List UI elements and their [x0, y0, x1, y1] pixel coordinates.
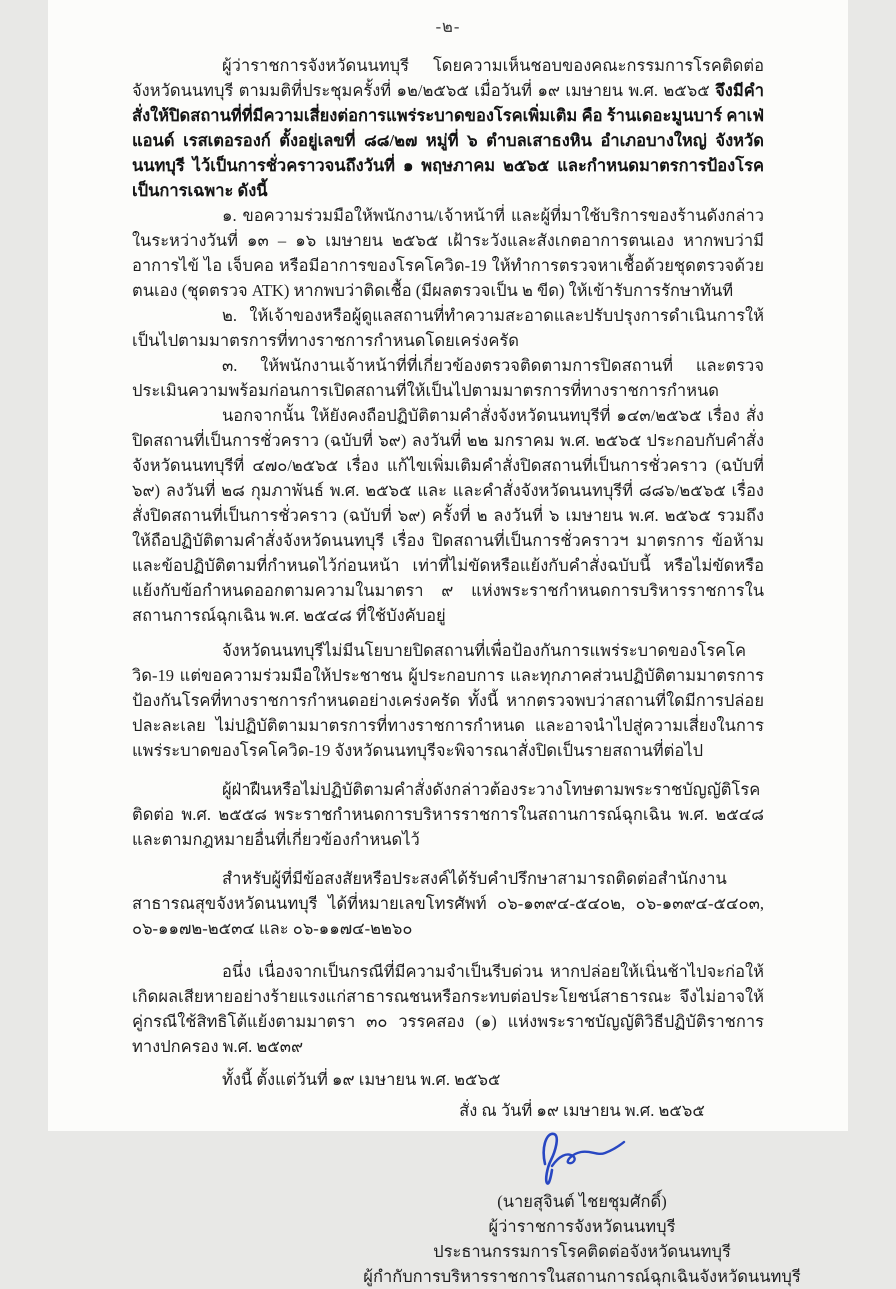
paragraph-item-3: ๓. ให้พนักงานเจ้าหน้าที่ที่เกี่ยวข้องตรวจติดตามการปิดสถานที่ และตรวจประเมินความพร้อมก่อนการเปิดสถานที่ให้เป็นไปตามมาตรการที่ทางราชการกำหนด — [132, 356, 764, 400]
signature-area — [252, 1125, 896, 1189]
signature-block — [252, 1098, 896, 1289]
paragraph-intro — [132, 53, 764, 203]
page-number: -๒- — [435, 17, 461, 36]
document-page — [48, 0, 848, 1286]
signer-title-committee-chair: ประธานกรรมการโรคติดต่อจังหวัดนนทบุรี — [433, 1242, 731, 1261]
intro-bold-text: จึงมีคำสั่งให้ปิดสถานที่ที่มีความเสี่ยงต่อการแพร่ระบาดของโรคเพิ่มเติม คือ ร้านเดอะมูนบาร์ คาเฟ่ แอนด์ เรสเตอรองก์ ตั้งอยู่เลขที่ ๘๘/๒๗ หมู่ที่ ๖ ตำบลเสาธงหิน อำเภอบางใหญ่ จังหวัดนนทบุรี ไว้เป็นการชั่วคราวจนถึงวันที่ ๑ พฤษภาคม ๒๕๖๕ และกำหนดมาตรการป้องโรคเป็นการเฉพาะ ดังนี้ — [132, 81, 764, 200]
order-date-line: สั่ง ณ วันที่ ๑๙ เมษายน พ.ศ. ๒๕๖๕ — [459, 1101, 705, 1120]
signature-ink-icon — [527, 1126, 637, 1188]
signer-title-governor: ผู้ว่าราชการจังหวัดนนทบุรี — [488, 1217, 676, 1236]
paragraph-policy: จังหวัดนนทบุรีไม่มีนโยบายปิดสถานที่เพื่อป้องกันการแพร่ระบาดของโรคโควิด-19 แต่ขอความร่วมมือให้ประชาชน ผู้ประกอบการ และทุกภาคส่วนปฏิบัติตามมาตรการป้องกันโรคที่ทางราชการกำหนดอย่างเคร่งครัด ทั้งนี้ หากตรวจพบว่าสถานที่ใดมีการปล่อยปละละเลย ไม่ปฏิบัติตามมาตรการที่ทางราชการกำหนด และอาจนำไปสู่ความเสี่ยงในการแพร่ระบาดของโรคโควิด-19 จังหวัดนนทบุรีจะพิจารณาสั่งปิดเป็นรายสถานที่ต่อไป — [132, 641, 764, 760]
paragraph-urgency: อนึ่ง เนื่องจากเป็นกรณีที่มีความจำเป็นรีบด่วน หากปล่อยให้เนิ่นช้าไปจะก่อให้เกิดผลเสียหายอย่างร้ายแรงแก่สาธารณชนหรือกระทบต่อประโยชน์สาธารณะ จึงไม่อาจให้คู่กรณีใช้สิทธิโต้แย้งตามมาตรา ๓๐ วรรคสอง (๑) แห่งพระราชบัญญัติวิธีปฏิบัติราชการทางปกครอง พ.ศ. ๒๕๓๙ — [132, 962, 764, 1056]
paragraph-item-1: ๑. ขอความร่วมมือให้พนักงาน/เจ้าหน้าที่ และผู้ที่มาใช้บริการของร้านดังกล่าว ในระหว่างวันที่ ๑๓ – ๑๖ เมษายน ๒๕๖๕ เฝ้าระวังและสังเกตอาการตนเอง หากพบว่ามีอาการไข้ ไอ เจ็บคอ หรือมีอาการของโรคโควิด-19 ให้ทำการตรวจหาเชื้อด้วยชุดตรวจด้วยตนเอง (ชุดตรวจ ATK) หากพบว่าติดเชื้อ (มีผลตรวจเป็น ๒ ขีด) ให้เข้ารับการรักษาทันที — [132, 206, 764, 300]
effective-date-line: ทั้งนี้ ตั้งแต่วันที่ ๑๙ เมษายน พ.ศ. ๒๕๖๕ — [222, 1070, 501, 1089]
paragraph-item-2: ๒. ให้เจ้าของหรือผู้ดูแลสถานที่ทำความสะอาดและปรับปรุงการดำเนินการให้เป็นไปตามมาตรการที่ทางราชการกำหนดโดยเคร่งครัด — [132, 306, 764, 350]
paragraph-additional-orders: นอกจากนั้น ให้ยังคงถือปฏิบัติตามคำสั่งจังหวัดนนทบุรีที่ ๑๔๓/๒๕๖๕ เรื่อง สั่งปิดสถานที่เป็นการชั่วคราว (ฉบับที่ ๖๙) ลงวันที่ ๒๒ มกราคม พ.ศ. ๒๕๖๕ ประกอบกับคำสั่งจังหวัดนนทบุรีที่ ๔๗๐/๒๕๖๕ เรื่อง แก้ไขเพิ่มเติมคำสั่งปิดสถานที่เป็นการชั่วคราว (ฉบับที่ ๖๙) ลงวันที่ ๒๘ กุมภาพันธ์ พ.ศ. ๒๕๖๕ และ และคำสั่งจังหวัดนนทบุรีที่ ๘๘๖/๒๕๖๕ เรื่อง สั่งปิดสถานที่เป็นการชั่วคราว (ฉบับที่ ๖๙) ครั้งที่ ๒ ลงวันที่ ๖ เมษายน พ.ศ. ๒๕๖๕ รวมถึงให้ถือปฏิบัติตามคำสั่งจังหวัดนนทบุรี เรื่อง ปิดสถานที่เป็นการชั่วคราวฯ มาตรการ ข้อห้าม และข้อปฏิบัติตามที่กำหนดไว้ก่อนหน้า เท่าที่ไม่ขัดหรือแย้งกับคำสั่งฉบับนี้ หรือไม่ขัดหรือแย้งกับข้อกำหนดออกตามความในมาตรา ๙ แห่งพระราชกำหนดการบริหารราชการในสถานการณ์ฉุกเฉิน พ.ศ. ๒๕๔๘ ที่ใช้บังคับอยู่ — [132, 406, 764, 625]
signer-name: (นายสุจินต์ ไชยชุมศักดิ์) — [497, 1192, 667, 1211]
paragraph-penalty: ผู้ฝ่าฝืนหรือไม่ปฏิบัติตามคำสั่งดังกล่าวต้องระวางโทษตามพระราชบัญญัติโรคติดต่อ พ.ศ. ๒๕๕๘ พระราชกำหนดการบริหารราชการในสถานการณ์ฉุกเฉิน พ.ศ. ๒๕๔๘ และตามกฎหมายอื่นที่เกี่ยวข้องกำหนดไว้ — [132, 780, 764, 849]
signer-title-emergency-director: ผู้กำกับการบริหารราชการในสถานการณ์ฉุกเฉินจังหวัดนนทบุรี — [363, 1267, 801, 1286]
paragraph-contact: สำหรับผู้ที่มีข้อสงสัยหรือประสงค์ได้รับคำปรึกษาสามารถติดต่อสำนักงานสาธารณสุขจังหวัดนนทบุรี ได้ที่หมายเลขโทรศัพท์ ๐๖-๑๓๙๔-๕๔๐๒, ๐๖-๑๓๙๔-๕๔๐๓, ๐๖-๑๑๗๒-๒๕๓๔ และ ๐๖-๑๑๗๔-๒๒๖๐ — [132, 869, 764, 938]
intro-normal-text: ผู้ว่าราชการจังหวัดนนทบุรี โดยความเห็นชอบของคณะกรรมการโรคติดต่อจังหวัดนนทบุรี ตามมติที่ประชุมครั้งที่ ๑๒/๒๕๖๕ เมื่อวันที่ ๑๙ เมษายน พ.ศ. ๒๕๖๕ — [132, 56, 764, 100]
